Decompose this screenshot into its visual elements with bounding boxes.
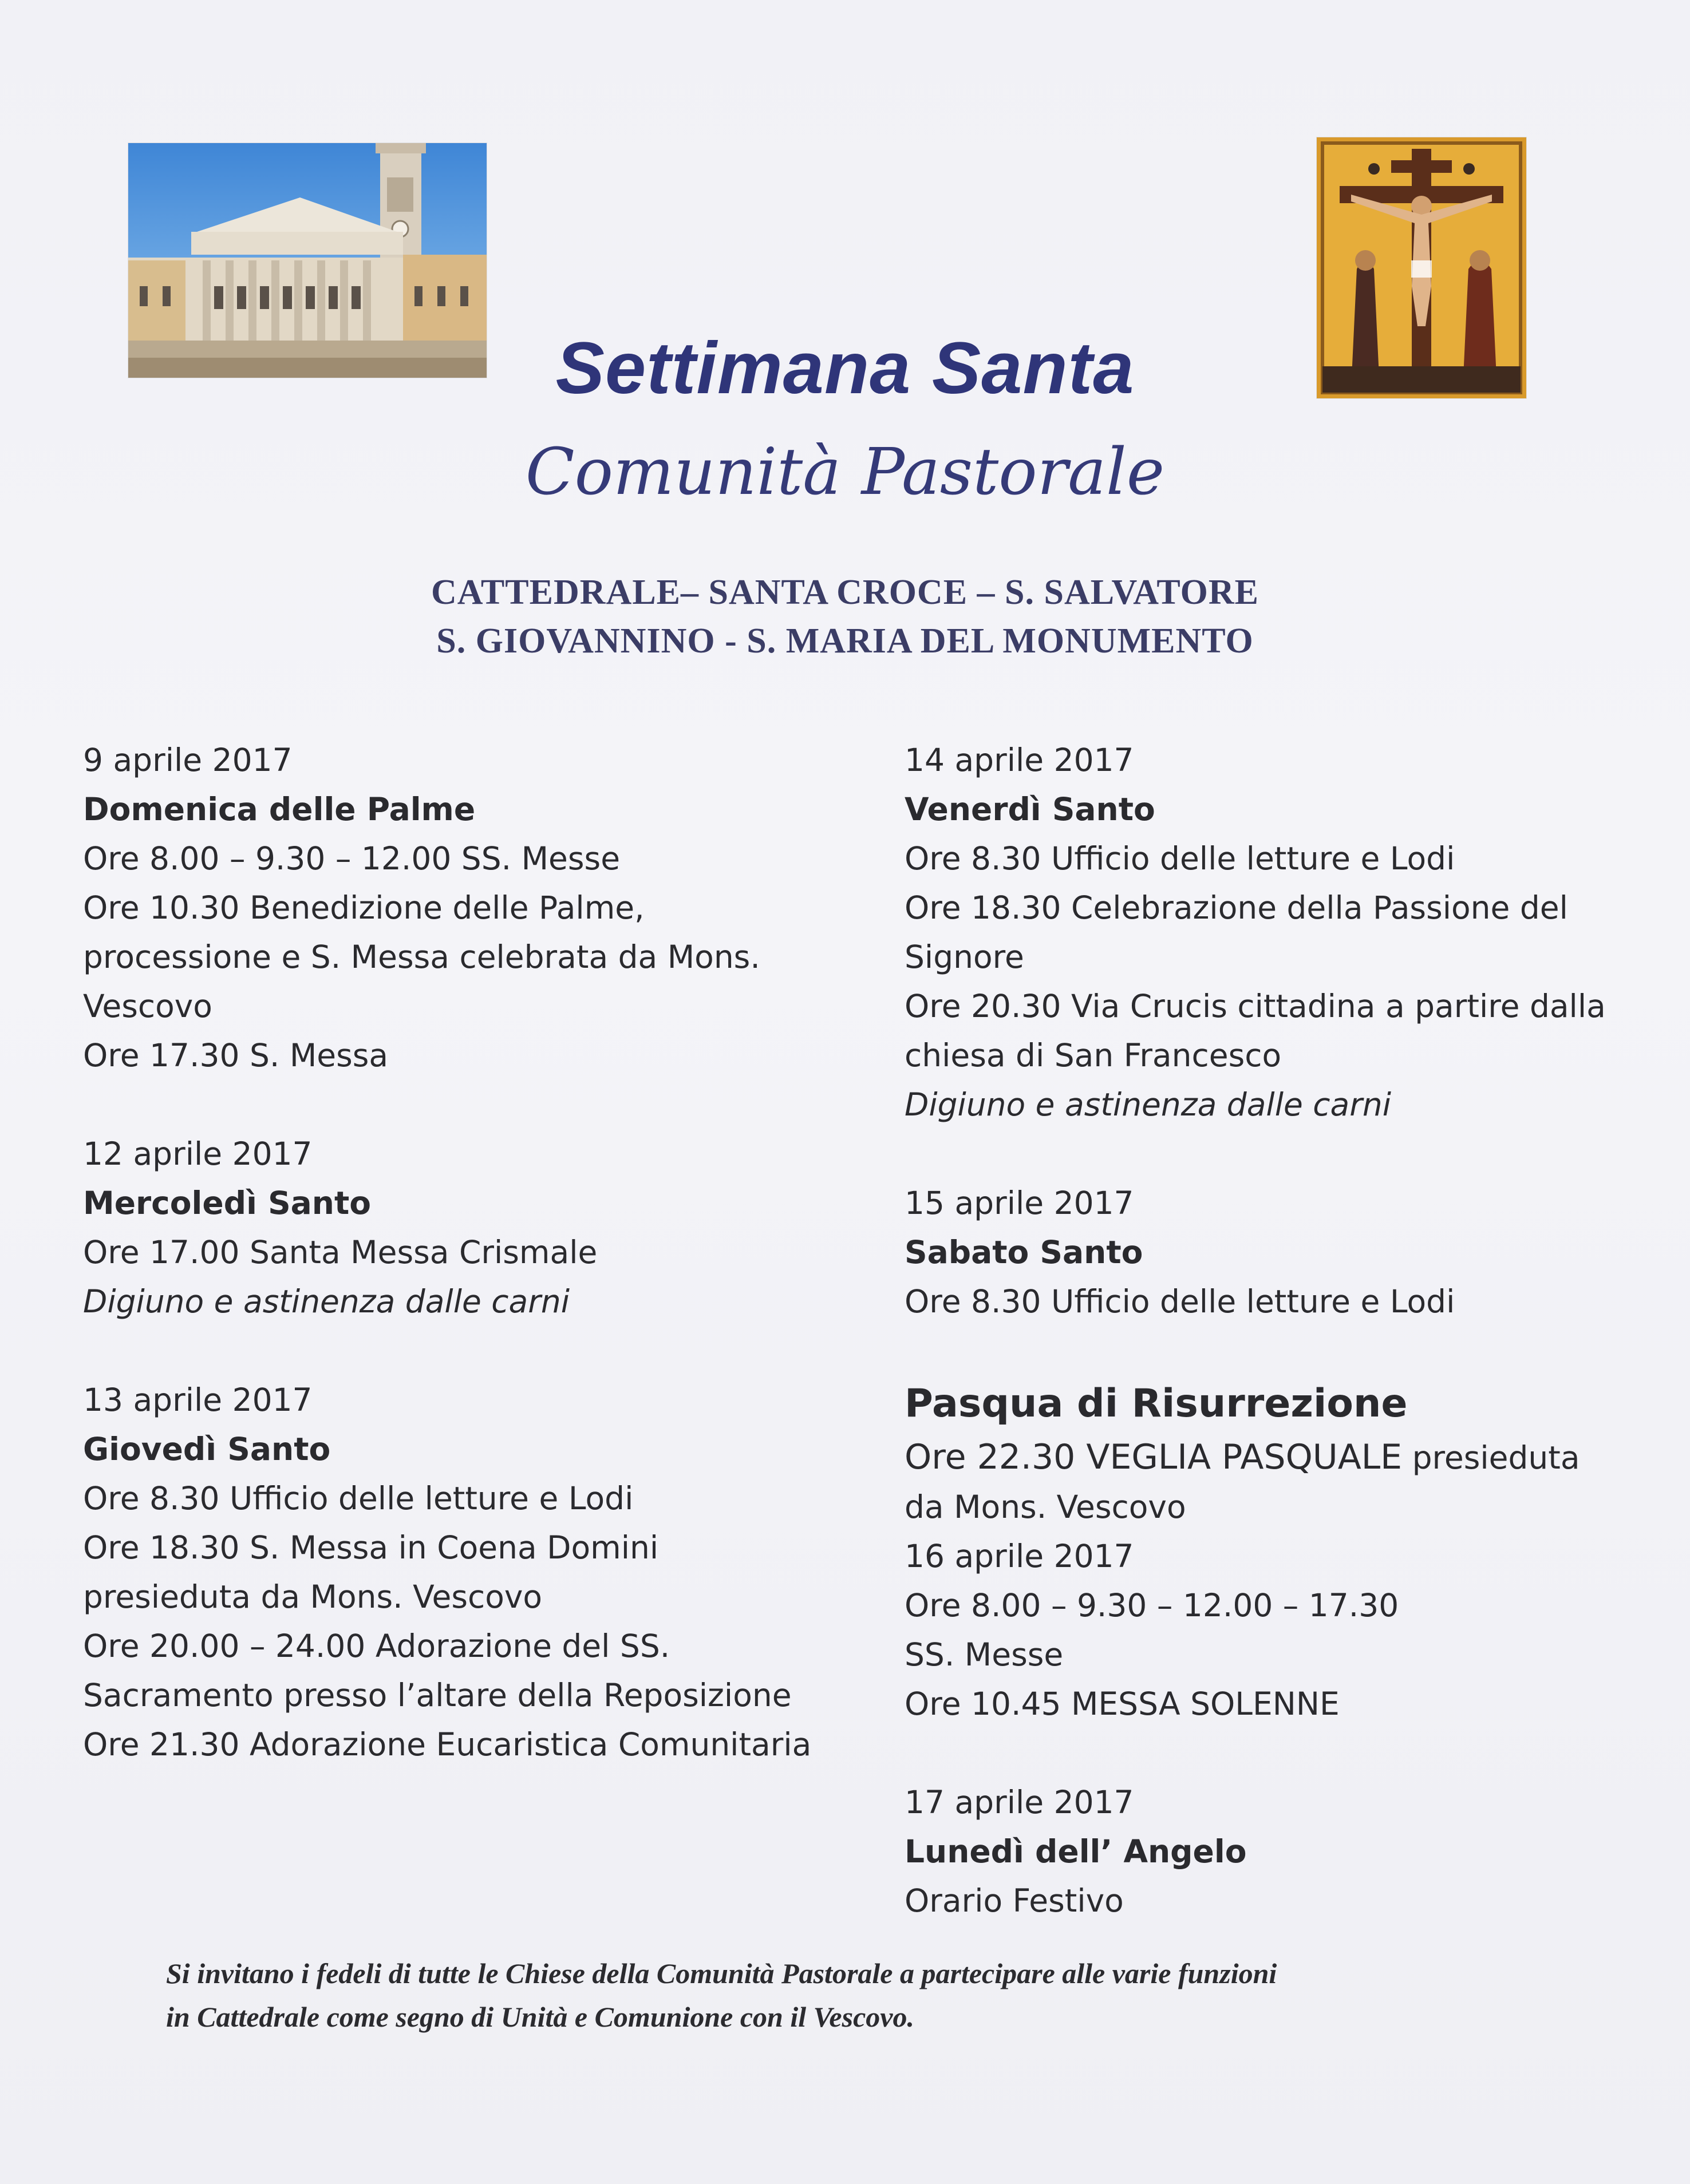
event-line: Ore 17.30 S. Messa: [83, 1037, 389, 1074]
event-line: Ore 20.30 Via Crucis cittadina a partire dalla: [905, 988, 1606, 1024]
event-day: Venerdì Santo: [905, 791, 1155, 828]
event-date: 17 aprile 2017: [905, 1784, 1134, 1821]
easter-title: Pasqua di Risurrezione: [905, 1381, 1408, 1426]
schedule-left-column: [83, 735, 885, 1818]
vigil-rest: presieduta: [1412, 1439, 1580, 1476]
easter-monday-block: [905, 1778, 1677, 1925]
page-subtitle: Comunità Pastorale: [525, 435, 1165, 509]
palm-sunday-block: [83, 735, 885, 1080]
good-friday-block: [905, 735, 1677, 1129]
event-line: Ore 8.00 – 9.30 – 12.00 SS. Messe: [83, 840, 621, 877]
event-line: Vescovo: [83, 988, 212, 1024]
event-day: Sabato Santo: [905, 1234, 1143, 1271]
page-title: Settimana Santa: [555, 327, 1135, 409]
event-line: Orario Festivo: [905, 1882, 1124, 1919]
event-day: Giovedì Santo: [83, 1431, 331, 1467]
event-note: Digiuno e astinenza dalle carni: [905, 1086, 1392, 1123]
footer-line-1: Si invitano i fedeli di tutte le Chiese della Comunità Pastorale a partecipare alle varie funzioni: [166, 1957, 1277, 1989]
event-date: 9 aprile 2017: [83, 742, 293, 778]
event-line: da Mons. Vescovo: [905, 1489, 1186, 1525]
vigil-line: [905, 1433, 1677, 1482]
event-line: Ore 10.45 MESSA SOLENNE: [905, 1686, 1340, 1722]
event-line: processione e S. Messa celebrata da Mons.: [83, 939, 760, 975]
event-day: Mercoledì Santo: [83, 1185, 372, 1221]
event-line: Ore 8.30 Ufficio delle letture e Lodi: [905, 840, 1455, 877]
parishes-line-1: CATTEDRALE– SANTA CROCE – S. SALVATORE: [431, 573, 1259, 612]
footer-line-2: in Cattedrale come segno di Unità e Comunione con il Vescovo.: [166, 2001, 914, 2033]
event-date: 14 aprile 2017: [905, 742, 1134, 778]
event-date: 12 aprile 2017: [83, 1135, 313, 1172]
event-line: Ore 10.30 Benedizione delle Palme,: [83, 889, 645, 926]
event-line: Signore: [905, 939, 1024, 975]
event-line: Ore 21.30 Adorazione Eucaristica Comunitaria: [83, 1726, 812, 1763]
holy-thursday-block: [83, 1375, 885, 1769]
event-date: 13 aprile 2017: [83, 1382, 313, 1418]
event-line: presieduta da Mons. Vescovo: [83, 1578, 543, 1615]
event-line: Ore 8.30 Ufficio delle letture e Lodi: [83, 1480, 634, 1517]
holy-saturday-block: [905, 1178, 1677, 1326]
event-line: Ore 17.00 Santa Messa Crismale: [83, 1234, 598, 1271]
event-day: Domenica delle Palme: [83, 791, 476, 828]
schedule-right-column: [905, 735, 1677, 1975]
footer-invitation: [166, 1952, 1597, 2039]
parishes-line-2: S. GIOVANNINO - S. MARIA DEL MONUMENTO: [436, 622, 1254, 660]
event-date: 16 aprile 2017: [905, 1538, 1134, 1574]
event-note: Digiuno e astinenza dalle carni: [83, 1283, 570, 1320]
event-line: Ore 18.30 Celebrazione della Passione del: [905, 889, 1568, 926]
event-line: SS. Messe: [905, 1636, 1064, 1673]
event-line: Ore 8.30 Ufficio delle letture e Lodi: [905, 1283, 1455, 1320]
holy-wednesday-block: [83, 1129, 885, 1326]
event-line: Ore 8.00 – 9.30 – 12.00 – 17.30: [905, 1587, 1399, 1624]
event-line: Sacramento presso l’altare della Reposizione: [83, 1677, 792, 1714]
vigil-main: Ore 22.30 VEGLIA PASQUALE: [905, 1437, 1403, 1477]
event-date: 15 aprile 2017: [905, 1185, 1134, 1221]
event-line: chiesa di San Francesco: [905, 1037, 1282, 1074]
event-day: Lunedì dell’ Angelo: [905, 1833, 1247, 1870]
event-line: Ore 18.30 S. Messa in Coena Domini: [83, 1529, 659, 1566]
event-line: Ore 20.00 – 24.00 Adorazione del SS.: [83, 1628, 670, 1664]
easter-block: [905, 1375, 1677, 1728]
